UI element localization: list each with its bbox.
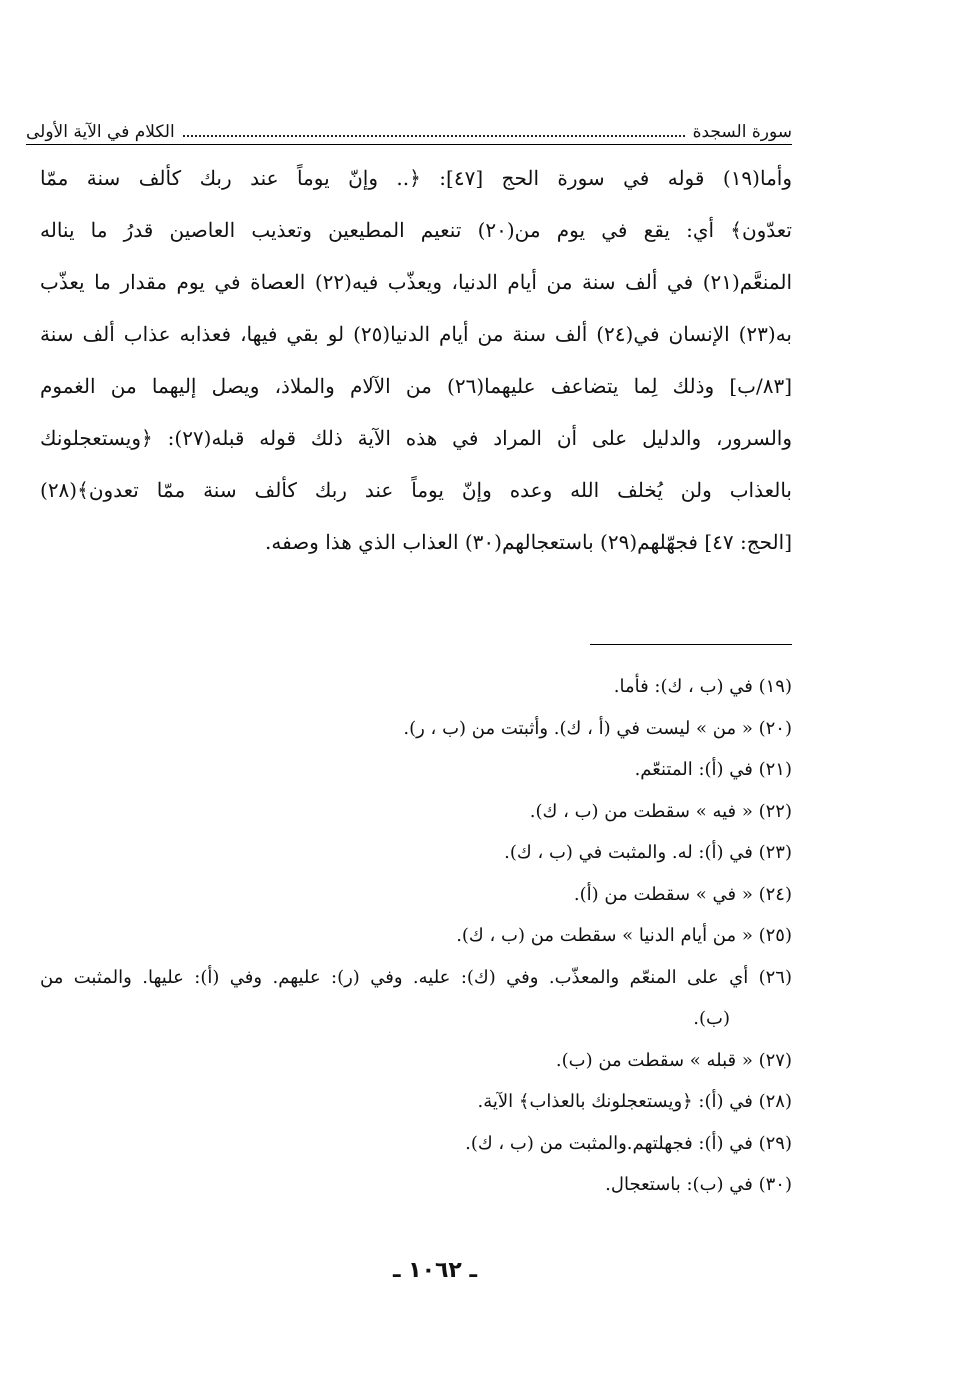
footnotes bbox=[40, 666, 792, 1206]
main-text bbox=[40, 152, 792, 568]
footnote: (٢٧) « قبله » سقطت من (ب). bbox=[555, 1049, 792, 1071]
footnote: (٢٥) « من أيام الدنيا » سقطت من (ب ، ك). bbox=[456, 925, 792, 946]
footnote-continuation: (ب). bbox=[693, 1008, 730, 1029]
footnote: (٢٤) « في » سقطت من (أ). bbox=[573, 883, 792, 905]
text-line: [٨٣/ب] وذلك لِما يتضاعف عليهما(٢٦) من الآلام والملاذ، ويصل إليهما من الغموم bbox=[40, 374, 792, 398]
footnote: (٢٠) « من » ليست في (أ ، ك). وأثبتت من (ب ، ر). bbox=[403, 717, 792, 739]
text-line: تعدّون﴾ أي: يقع في يوم من(٢٠) تنعيم المطيعين وتعذيب العاصين قدرُ ما يناله bbox=[40, 218, 792, 242]
footnote: (١٩) في (ب ، ك): فأما. bbox=[613, 676, 792, 697]
text-line: والسرور، والدليل على أن المراد في هذه الآية ذلك قوله قبله(٢٧): ﴿ويستعجلونك bbox=[40, 426, 792, 450]
footnote: (٢٩) في (أ): فجهلتهم.والمثبت من (ب ، ك). bbox=[465, 1132, 792, 1154]
footnote: (٣٠) في (ب): باستعجال. bbox=[605, 1174, 792, 1195]
footnote: (٢٦) أي على المنعّم والمعذّب. وفي (ك): عليه. وفي (ر): عليهم. وفي (أ): عليها. والمثبت من bbox=[40, 966, 792, 988]
footnote: (٢٣) في (أ): له. والمثبت في (ب ، ك). bbox=[504, 842, 792, 863]
header-surah: سورة السجدة bbox=[692, 122, 792, 142]
running-header bbox=[26, 108, 792, 145]
text-line: [الحج: ٤٧] فجهّلهم(٢٩) باستعجالهم(٣٠) العذاب الذي هذا وصفه. bbox=[265, 530, 792, 554]
page-number: ـ ١٠٦٢ ـ bbox=[392, 1258, 478, 1283]
footnote-separator bbox=[590, 644, 792, 645]
text-line: وأما(١٩) قوله في سورة الحج [٤٧]: ﴿.. وإنّ يوماً عند ربك كألف سنة ممّا bbox=[40, 166, 792, 190]
text-line: به(٢٣) الإنسان في(٢٤) ألف سنة من أيام الدنيا(٢٥) لو بقي فيها، فعذابه عذاب ألف سنة bbox=[40, 322, 792, 346]
text-line: المنعَّم(٢١) في ألف سنة من أيام الدنيا، ويعذّب فيه(٢٢) العصاة في يوم مقدار ما يعذّب bbox=[40, 270, 792, 294]
header-section: الكلام في الآية الأولى bbox=[26, 122, 175, 142]
text-line: بالعذاب ولن يُخلف الله وعده وإنّ يوماً عند ربك كألف سنة ممّا تعدون﴾(٢٨) bbox=[40, 478, 792, 502]
footnote: (٢١) في (أ): المتنعّم. bbox=[634, 759, 792, 780]
footnote: (٢٢) « فيه » سقطت من (ب ، ك). bbox=[529, 800, 792, 822]
header-leader-dots bbox=[183, 135, 685, 137]
footnote: (٢٨) في (أ): ﴿ويستعجلونك بالعذاب﴾ الآية. bbox=[477, 1091, 792, 1112]
